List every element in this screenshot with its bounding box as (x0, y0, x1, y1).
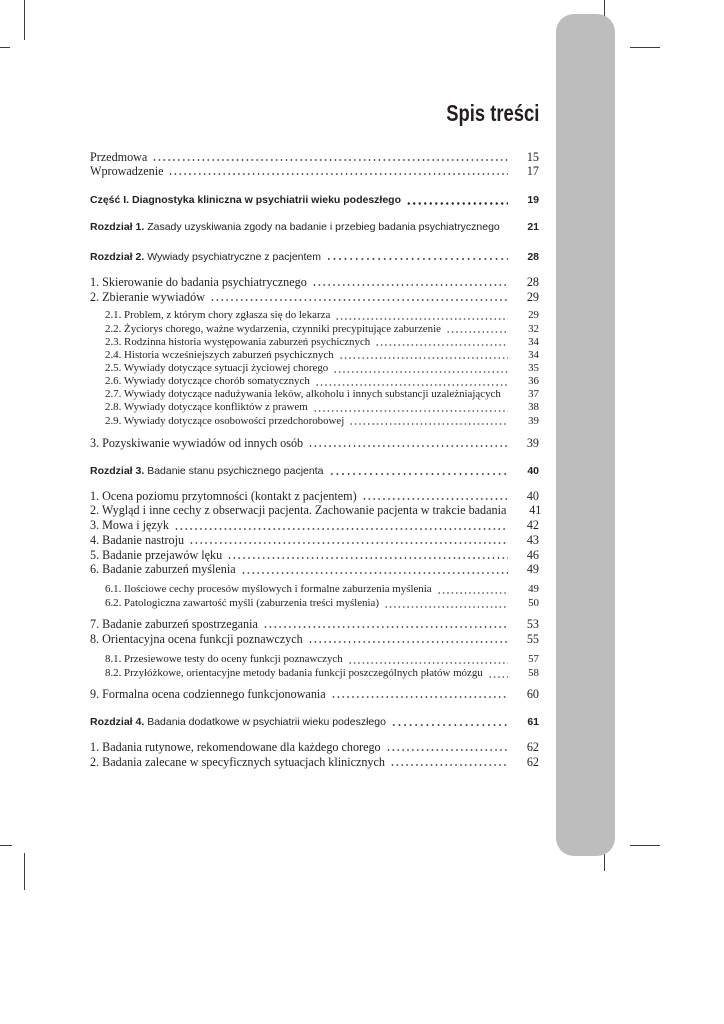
toc-subsection-label: 2.1. Problem, z którym chory zgłasza się do lekarza (105, 309, 331, 322)
dot-leader (307, 632, 508, 647)
toc-part-entry (90, 193, 539, 207)
toc-page-number: 58 (528, 667, 539, 680)
crop-mark (0, 47, 10, 48)
toc-page-number: 61 (527, 716, 539, 729)
dot-leader (332, 362, 508, 375)
toc-page-number: 49 (528, 583, 539, 596)
toc-section-label: 1. Skierowanie do badania psychiatrycznego (90, 274, 307, 289)
toc-subsection-entry (105, 336, 539, 349)
dot-leader (504, 220, 508, 234)
toc-section-entry (90, 503, 542, 518)
toc-chapter-label (90, 220, 500, 234)
dot-leader (361, 489, 508, 504)
toc-subsection-label: 2.2. Życiorys chorego, ważne wydarzenia, czynniki precypitujące zaburzenie (105, 322, 441, 335)
toc-page-number: 39 (526, 435, 539, 450)
dot-leader (347, 653, 508, 666)
toc-subsection-label: 8.2. Przyłóżkowe, orientacyjne metody badania funkcji poszczególnych płatów mózgu (105, 667, 483, 680)
crop-mark (630, 47, 660, 48)
crop-mark (24, 853, 25, 890)
toc-page-number: 38 (528, 401, 539, 414)
toc-section-entry (90, 548, 539, 563)
toc-chapter-entry (90, 250, 539, 264)
toc-page-number: 21 (527, 221, 539, 234)
toc-section-label: 1. Ocena poziomu przytomności (kontakt z pacjentem) (90, 488, 357, 503)
toc-section-entry (90, 290, 539, 305)
chapter-number: Rozdział 2. (90, 250, 145, 263)
toc-page-number: 62 (526, 739, 539, 754)
toc-page-number: 55 (526, 631, 539, 646)
toc-page-number: 34 (528, 349, 539, 361)
toc-page-number: 40 (526, 488, 539, 503)
toc-page-number: 40 (527, 465, 539, 478)
dot-leader (209, 290, 508, 305)
toc-page-number: 19 (527, 194, 539, 207)
toc-subsection-entry (105, 362, 539, 375)
dot-leader (338, 349, 508, 362)
toc-chapter-label (90, 464, 324, 478)
thumb-index-tab (556, 14, 615, 856)
toc-page-number: 35 (528, 362, 539, 375)
dot-leader (328, 464, 509, 478)
toc-section-entry (90, 632, 539, 647)
toc-section-entry (90, 617, 539, 632)
toc-chapter-label (90, 715, 386, 729)
toc-entry (90, 150, 539, 165)
toc-section-label: 4. Badanie nastroju (90, 532, 185, 547)
dot-leader (487, 667, 508, 680)
toc-subsection-label: 8.1. Przesiewowe testy do oceny funkcji poznawczych (105, 653, 343, 666)
toc-section-entry (90, 275, 539, 290)
toc-subsection-entry (105, 653, 539, 666)
dot-leader (226, 548, 508, 563)
toc-section-label: 1. Badania rutynowe, rekomendowane dla każdego chorego (90, 739, 381, 754)
dot-leader (334, 309, 508, 322)
toc-section-entry (90, 533, 539, 548)
dot-leader (385, 740, 508, 755)
dot-leader (173, 518, 508, 533)
toc-section-label: 9. Formalna ocena codziennego funkcjonowania (90, 686, 326, 701)
dot-leader (325, 250, 508, 264)
toc-entry-label: Wprowadzenie (90, 163, 164, 178)
toc-section-label: 3. Pozyskiwanie wywiadów od innych osób (90, 435, 304, 450)
dot-leader (505, 388, 508, 401)
toc-page-number: 17 (526, 163, 539, 178)
toc-page-number: 28 (527, 250, 539, 263)
toc-page-number: 41 (529, 503, 542, 518)
dot-leader (307, 436, 508, 451)
chapter-number: Rozdział 3. (90, 465, 145, 478)
dot-leader (389, 755, 508, 770)
toc-subsection-label: 2.4. Historia wcześniejszych zaburzeń psychicznych (105, 349, 334, 361)
chapter-title: Zasady uzyskiwania zgody na badanie i przebieg badania psychiatrycznego (147, 221, 500, 234)
dot-leader (390, 715, 508, 729)
toc-subsection-label: 2.8. Wywiady dotyczące konfliktów z prawem (105, 401, 308, 414)
toc-page-number: 43 (526, 532, 539, 547)
toc-page-number: 15 (526, 149, 539, 164)
toc-page-number: 50 (528, 597, 539, 610)
toc-subsection-entry (105, 349, 539, 362)
toc-page-number: 39 (528, 414, 539, 427)
toc-subsection-entry (105, 415, 539, 428)
toc-section-entry (90, 436, 539, 451)
toc-subsection-entry (105, 597, 539, 610)
page-title: Spis treści (445, 99, 539, 126)
toc-entry-label: Przedmowa (90, 149, 148, 164)
toc-section-label: 5. Badanie przejawów lęku (90, 547, 223, 562)
toc-section-entry (90, 489, 539, 504)
chapter-number: Rozdział 1. (90, 221, 145, 234)
toc-section-label: 7. Badanie zaburzeń spostrzegania (90, 616, 258, 631)
toc-page-number: 37 (528, 388, 539, 401)
toc-page-number: 28 (526, 274, 539, 289)
dot-leader (151, 150, 508, 165)
dot-leader (383, 597, 508, 610)
toc-section-label: 3. Mowa i język (90, 518, 169, 533)
toc-page-number: 53 (526, 616, 539, 631)
dot-leader (348, 415, 508, 428)
toc-subsection-label: 6.1. Ilościowe cechy procesów myślowych i formalne zaburzenia myślenia (105, 583, 432, 596)
toc-section-label: 2. Zbieranie wywiadów (90, 289, 205, 304)
toc-page-number: 42 (526, 518, 539, 533)
toc-page-number: 46 (526, 547, 539, 562)
toc-subsection-entry (105, 583, 539, 596)
toc-subsection-label: 6.2. Patologiczna zawartość myśli (zaburzenia treści myślenia) (105, 597, 379, 610)
toc-section-entry (90, 562, 539, 577)
dot-leader (311, 275, 508, 290)
toc-page-number: 29 (526, 289, 539, 304)
crop-mark (604, 853, 605, 871)
toc-section-label: 2. Badania zalecane w specyficznych sytuacjach klinicznych (90, 754, 385, 769)
dot-leader (330, 687, 508, 702)
toc-section-entry (90, 518, 539, 533)
toc-page-number: 60 (526, 686, 539, 701)
toc-section-entry (90, 740, 539, 755)
toc-subsection-label: 2.7. Wywiady dotyczące nadużywania leków, alkoholu i innych substancji uzależniających (105, 388, 501, 401)
toc-chapter-label (90, 250, 321, 264)
chapter-title: Badanie stanu psychicznego pacjenta (147, 465, 324, 478)
toc-section-entry (90, 687, 539, 702)
toc-subsection-entry (105, 375, 539, 388)
toc-subsection-entry (105, 388, 539, 401)
toc-section-label: 2. Wygląd i inne cechy z obserwacji pacjenta. Zachowanie pacjenta w trakcie badania (90, 503, 507, 518)
dot-leader (405, 193, 508, 207)
toc-page-number: 32 (528, 322, 539, 335)
dot-leader (445, 323, 508, 336)
dot-leader (312, 401, 508, 414)
toc-subsection-label: 2.3. Rodzinna historia występowania zaburzeń psychicznych (105, 335, 371, 348)
toc-page-number: 49 (526, 562, 539, 577)
toc-page-number: 57 (528, 653, 539, 666)
toc-page-number: 36 (528, 375, 539, 388)
toc-page-number: 34 (528, 335, 539, 348)
toc-subsection-entry (105, 309, 539, 322)
toc-subsection-entry (105, 401, 539, 414)
toc-subsection-label: 2.6. Wywiady dotyczące chorób somatycznych (105, 375, 310, 388)
dot-leader (262, 617, 508, 632)
dot-leader (167, 164, 508, 179)
crop-mark (24, 0, 25, 40)
toc-subsection-label: 2.9. Wywiady dotyczące osobowości przedchorobowej (105, 414, 345, 427)
dot-leader (240, 562, 508, 577)
toc-subsection-entry (105, 667, 539, 680)
dot-leader (436, 583, 508, 596)
toc-page-number: 62 (526, 754, 539, 769)
chapter-title: Badania dodatkowe w psychiatrii wieku podeszłego (147, 716, 386, 729)
crop-mark (630, 845, 660, 846)
toc-entry (90, 164, 539, 179)
toc-section-entry (90, 755, 539, 770)
dot-leader (314, 375, 508, 388)
toc-section-label: 6. Badanie zaburzeń myślenia (90, 562, 236, 577)
toc-section-label: 8. Orientacyjna ocena funkcji poznawczych (90, 631, 303, 646)
chapter-title: Wywiady psychiatryczne z pacjentem (147, 250, 322, 263)
crop-mark (0, 845, 12, 846)
toc-part-label: Część I. Diagnostyka kliniczna w psychiatrii wieku podeszłego (90, 194, 402, 207)
toc-subsection-label: 2.5. Wywiady dotyczące sytuacji życiowej chorego (105, 362, 329, 375)
toc-chapter-entry (90, 715, 539, 729)
dot-leader (374, 336, 508, 349)
toc-chapter-entry (90, 220, 539, 234)
dot-leader (188, 533, 508, 548)
toc-subsection-entry (105, 323, 539, 336)
toc-page-number: 29 (528, 309, 539, 322)
chapter-number: Rozdział 4. (90, 716, 145, 729)
toc-chapter-entry (90, 464, 539, 478)
